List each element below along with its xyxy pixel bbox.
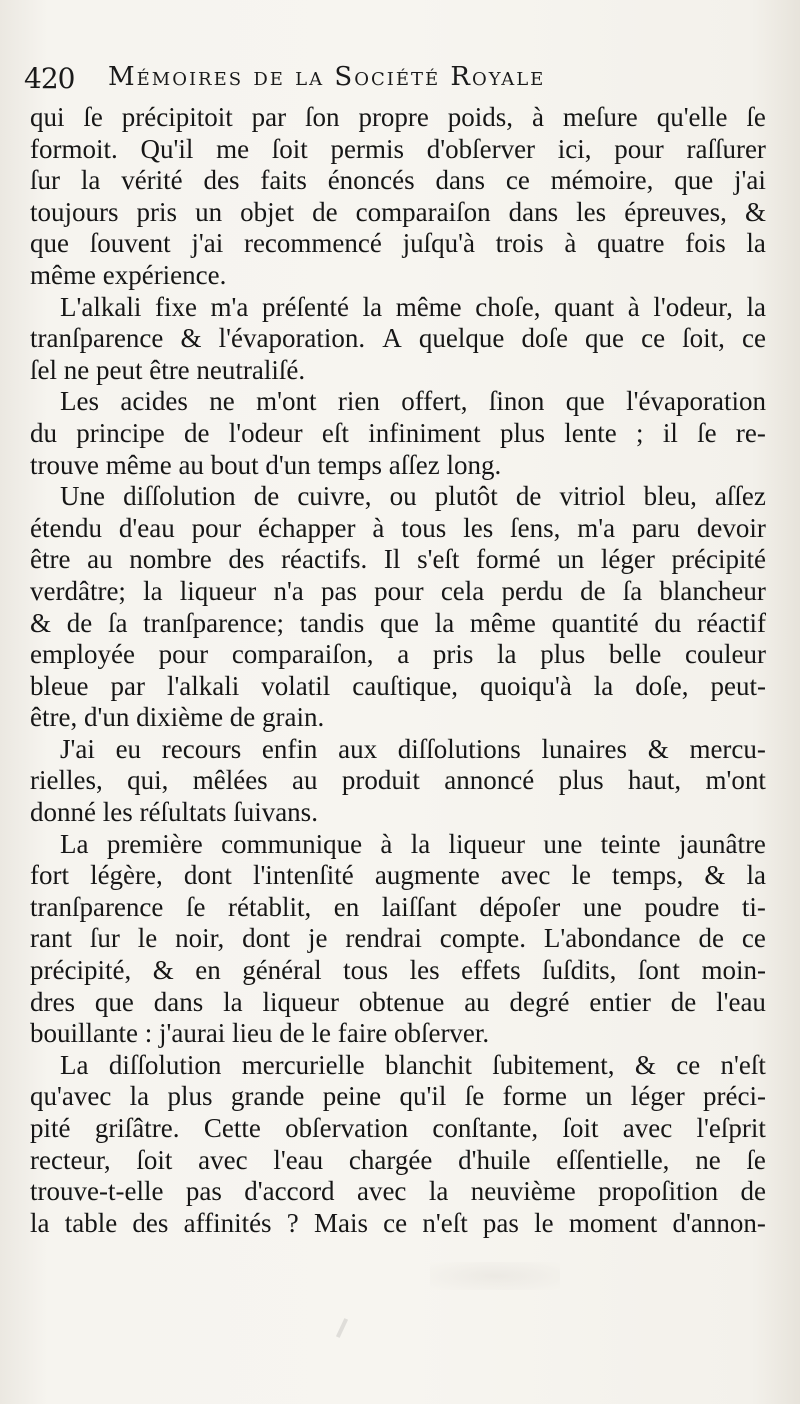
text-line: tranſparence ſe rétablit, en laiſſant dépoſer une poudre ti- [30, 891, 766, 922]
text-line: ſel ne peut être neutraliſé. [30, 354, 306, 385]
text-line: verdâtre; la liqueur n'a pas pour cela perdu de ſa blancheur [30, 575, 766, 606]
text-line: trouve même au bout d'un temps aſſez long. [30, 449, 502, 480]
text-line: & de ſa tranſparence; tandis que la même quantité du réactif [30, 607, 766, 638]
running-title: Mémoires de la Société Royale [108, 62, 546, 92]
paper-crease [336, 1318, 348, 1338]
text-line: donné les réſultats ſuivans. [30, 797, 318, 828]
text-line: toujours pris un objet de comparaiſon dans les épreuves, & [30, 196, 766, 227]
text-line: La première communique à la liqueur une teinte jaunâtre [60, 828, 766, 859]
text-line: recteur, ſoit avec l'eau chargée d'huile eſſentielle, ne ſe [30, 1144, 766, 1175]
text-line: rant ſur le noir, dont je rendrai compte. L'abondance de ce [30, 923, 766, 954]
text-line: employée pour comparaiſon, a pris la plus belle couleur [30, 639, 766, 670]
text-line: précipité, & en général tous les effets ſuſdits, ſont moin- [30, 955, 766, 986]
text-line: étendu d'eau pour échapper à tous les ſens, m'a paru devoir [30, 512, 766, 543]
text-line: trouve-t-elle pas d'accord avec la neuvième propoſition de [30, 1176, 766, 1207]
running-head [24, 62, 764, 102]
page-number: 420 [24, 62, 75, 95]
text-line: bleue par l'alkali volatil cauſtique, quoiqu'à la doſe, peut- [30, 670, 766, 701]
text-line: J'ai eu recours enfin aux diſſolutions lunaires & mercu- [60, 733, 766, 764]
text-line: qui ſe précipitoit par ſon propre poids, à meſure qu'elle ſe [30, 102, 766, 132]
text-line: ſur la vérité des faits énoncés dans ce mémoire, que j'ai [30, 165, 766, 196]
paper-smudge [430, 1262, 560, 1290]
text-line: même expérience. [30, 259, 227, 290]
text-line: la table des affinités ? Mais ce n'eſt pas le moment d'annon- [30, 1207, 766, 1238]
text-line: La diſſolution mercurielle blanchit ſubitement, & ce n'eſt [60, 1049, 766, 1080]
text-line: être au nombre des réactifs. Il s'eſt formé un léger précipité [30, 544, 766, 575]
text-line: être, d'un dixième de grain. [30, 702, 325, 733]
text-line: bouillante : j'aurai lieu de le faire obſerver. [30, 1018, 490, 1049]
text-line: rielles, qui, mêlées au produit annoncé plus haut, m'ont [30, 765, 766, 796]
text-line: du principe de l'odeur eſt infiniment plus lente ; il ſe re- [30, 417, 766, 448]
text-line: dres que dans la liqueur obtenue au degré entier de l'eau [30, 986, 766, 1017]
text-line: Une diſſolution de cuivre, ou plutôt de vitriol bleu, aſſez [60, 481, 766, 512]
text-line: formoit. Qu'il me ſoit permis d'obſerver ici, pour raſſurer [30, 133, 766, 164]
text-line: qu'avec la plus grande peine qu'il ſe forme un léger préci- [30, 1081, 766, 1112]
text-line: Les acides ne m'ont rien offert, ſinon que l'évaporation [60, 386, 766, 417]
text-line: L'alkali fixe m'a préſenté la même choſe, quant à l'odeur, la [60, 291, 766, 322]
text-line: tranſparence & l'évaporation. A quelque doſe que ce ſoit, ce [30, 323, 766, 354]
text-line: fort légère, dont l'intenſité augmente avec le temps, & la [30, 860, 766, 891]
text-line: que ſouvent j'ai recommencé juſqu'à trois à quatre fois la [30, 228, 766, 259]
body-text [30, 102, 766, 1239]
text-line: pité griſâtre. Cette obſervation conſtante, ſoit avec l'eſprit [30, 1113, 766, 1143]
